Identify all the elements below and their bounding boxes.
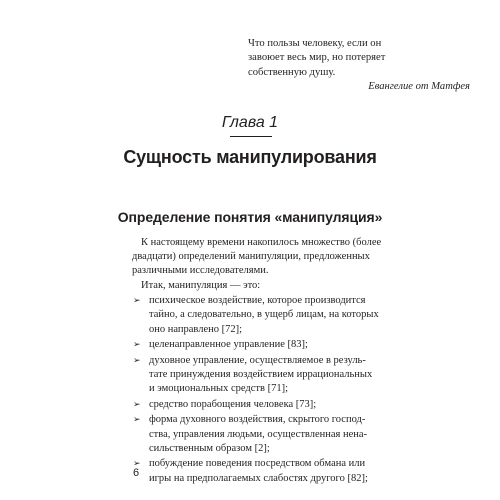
list-item-line: и эмоциональных средств [71]; bbox=[149, 383, 289, 395]
epigraph-line: Что пользы человеку, если он bbox=[248, 38, 382, 49]
intro-line: К настоящему времени накопилось множество (более bbox=[141, 237, 382, 248]
epigraph-line: завоюет весь мир, но потеряет bbox=[248, 52, 386, 64]
section-title: Определение понятия «манипуляция» bbox=[117, 209, 383, 225]
list-item bbox=[132, 338, 372, 352]
list-item-line: игры на предполагаемых слабостях другого [82]; bbox=[149, 472, 368, 484]
list-item-line: тайно, а следовательно, в ущерб лицам, на которых bbox=[149, 309, 379, 321]
list-item-line: побуждение поведения посредством обмана или bbox=[149, 458, 366, 470]
list-item bbox=[132, 354, 372, 397]
body-text bbox=[132, 236, 382, 486]
list-item-line: оно направлено [72]; bbox=[149, 323, 243, 335]
epigraph-line: собственную душу. bbox=[248, 66, 336, 78]
list-item-line: духовное управление, осуществляемое в резуль- bbox=[149, 354, 366, 366]
arrow-bullet-icon: ➢ bbox=[133, 399, 141, 410]
intro-paragraph bbox=[132, 236, 382, 279]
list-item-line: психическое воздействие, которое производится bbox=[149, 295, 366, 307]
arrow-bullet-icon: ➢ bbox=[133, 415, 141, 426]
list-item bbox=[132, 398, 372, 412]
list-item-line: сильственным образом [2]; bbox=[149, 442, 270, 454]
epigraph bbox=[248, 37, 478, 95]
list-item bbox=[132, 294, 379, 337]
list-item bbox=[132, 457, 372, 485]
epigraph-source: Евангелие от Матфея bbox=[368, 81, 470, 93]
chapter-divider bbox=[230, 136, 272, 137]
arrow-bullet-icon: ➢ bbox=[133, 296, 141, 307]
list-item-line: средство порабощения человека [73]; bbox=[149, 398, 317, 410]
chapter-title: Сущность манипулирования bbox=[123, 147, 377, 167]
list-item-line: ства, управления людьми, осуществленная нена- bbox=[149, 428, 368, 440]
arrow-bullet-icon: ➢ bbox=[133, 355, 141, 366]
list-item bbox=[132, 413, 372, 456]
intro-line: двадцати) определений манипуляции, предложенных bbox=[132, 251, 370, 263]
page-number: 6 bbox=[133, 467, 140, 479]
chapter-label: Глава 1 bbox=[221, 114, 279, 131]
definition-list bbox=[132, 294, 379, 486]
arrow-bullet-icon: ➢ bbox=[133, 340, 141, 351]
lead-in: Итак, манипуляция — это: bbox=[141, 279, 261, 291]
list-item-line: целенаправленное управление [83]; bbox=[149, 339, 308, 351]
intro-line: различными исследователями. bbox=[132, 265, 269, 277]
list-item-line: форма духовного воздействия, скрытого господ- bbox=[149, 414, 366, 426]
arrow-bullet-icon: ➢ bbox=[133, 459, 141, 470]
list-item-line: тате принуждения воздействием иррациональных bbox=[149, 369, 373, 380]
